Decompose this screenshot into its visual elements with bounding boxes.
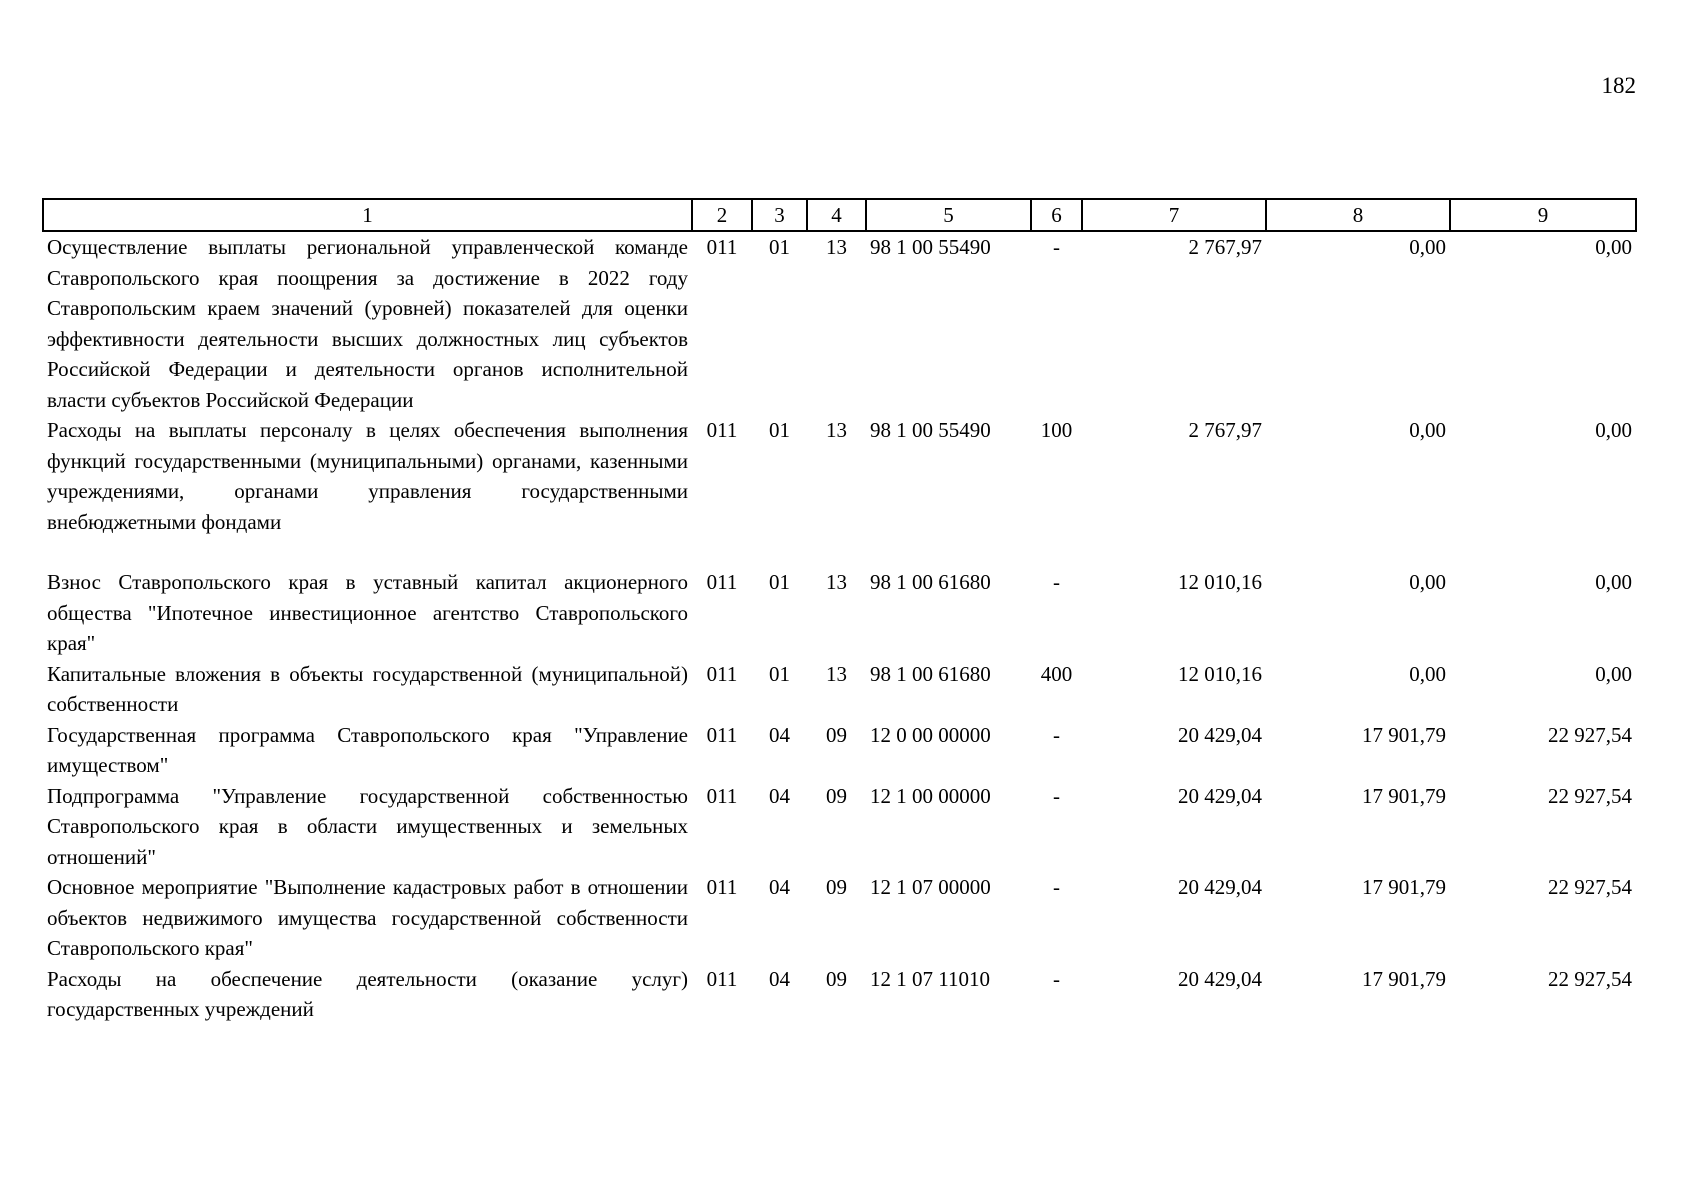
row-amount-col8: 0,00 [1409,235,1446,259]
header-col-1: 1 [43,199,692,231]
header-col-7: 7 [1082,199,1266,231]
row-name: Расходы на выплаты персоналу в целях обеспечения выполнения функций государственными (муниципальными) органами, казенными учреждениями, органами управления государственными внебюджетными фондами [47,418,688,534]
row-subsection-code: 09 [826,966,847,991]
header-col-9: 9 [1450,199,1636,231]
row-section-code: 04 [769,783,790,808]
row-amount-col9: 0,00 [1595,661,1632,686]
row-target-article: 98 1 00 61680 [870,570,991,594]
row-section-code: 01 [769,235,790,259]
row-ministry-code: 011 [706,418,738,442]
row-amount-col9: 0,00 [1595,570,1632,594]
row-subsection-code: 09 [826,783,847,808]
table-row [43,720,1636,781]
row-section-code: 04 [769,966,790,991]
row-amount-col9: 0,00 [1595,235,1632,259]
row-amount-col9: 0,00 [1595,418,1632,442]
row-target-article: 12 1 07 00000 [870,875,991,899]
row-subsection-code: 13 [826,661,847,686]
row-ministry-code: 011 [706,966,738,991]
row-subsection-code: 09 [826,875,847,899]
table-row [43,231,1636,415]
table-header-row [43,199,1636,231]
row-amount-col9: 22 927,54 [1548,875,1632,899]
row-amount-col7: 20 429,04 [1178,875,1262,899]
table-row [43,964,1636,1025]
row-amount-col7: 2 767,97 [1188,235,1262,259]
header-col-6: 6 [1031,199,1082,231]
row-subsection-code: 13 [826,570,847,594]
row-target-article: 12 1 00 00000 [870,783,991,808]
row-section-code: 01 [769,418,790,442]
row-expense-type: 400 [1040,661,1073,686]
row-section-code: 04 [769,722,790,747]
row-section-code: 04 [769,875,790,899]
row-amount-col7: 20 429,04 [1178,722,1262,747]
row-amount-col7: 12 010,16 [1178,570,1262,594]
table-row [43,659,1636,720]
row-ministry-code: 011 [706,875,738,899]
row-amount-col7: 2 767,97 [1188,418,1262,442]
page-number: 182 [1601,73,1636,98]
row-ministry-code: 011 [706,570,738,594]
row-amount-col8: 17 901,79 [1362,722,1446,747]
header-col-2: 2 [692,199,752,231]
row-ministry-code: 011 [706,722,738,747]
row-section-code: 01 [769,570,790,594]
header-col-5: 5 [866,199,1031,231]
header-col-8: 8 [1266,199,1450,231]
row-amount-col9: 22 927,54 [1548,966,1632,991]
row-amount-col8: 17 901,79 [1362,875,1446,899]
row-expense-type: - [1053,570,1060,594]
row-amount-col8: 0,00 [1409,418,1446,442]
row-subsection-code: 13 [826,418,847,442]
row-target-article: 98 1 00 55490 [870,418,991,442]
row-expense-type: - [1053,783,1060,808]
table-row [43,872,1636,964]
row-name: Капитальные вложения в объекты государственной (муниципальной) собственности [47,661,688,716]
row-amount-col9: 22 927,54 [1548,783,1632,808]
row-amount-col7: 20 429,04 [1178,966,1262,991]
row-amount-col7: 12 010,16 [1178,661,1262,686]
header-col-4: 4 [807,199,866,231]
row-target-article: 98 1 00 55490 [870,235,991,259]
table-row [43,567,1636,659]
row-name: Подпрограмма "Управление государственной собственностью Ставропольского края в области имущественных и земельных отношений" [47,783,688,869]
row-ministry-code: 011 [706,661,738,686]
row-name: Основное мероприятие "Выполнение кадастровых работ в отношении объектов недвижимого имущества государственной собственности Ставропольского края" [47,875,688,960]
row-expense-type: - [1053,235,1060,259]
row-ministry-code: 011 [706,783,738,808]
row-expense-type: - [1053,875,1060,899]
row-name: Взнос Ставропольского края в уставный капитал акционерного общества "Ипотечное инвестиционное агентство Ставропольского края" [47,570,688,655]
row-amount-col8: 0,00 [1409,661,1446,686]
row-amount-col8: 17 901,79 [1362,783,1446,808]
row-name: Государственная программа Ставропольского края "Управление имуществом" [47,722,688,777]
table-row [43,781,1636,873]
row-name: Расходы на обеспечение деятельности (оказание услуг) государственных учреждений [47,966,688,1021]
row-expense-type: 100 [1040,418,1073,442]
row-expense-type: - [1053,966,1060,991]
row-amount-col8: 0,00 [1409,570,1446,594]
row-amount-col8: 17 901,79 [1362,966,1446,991]
row-target-article: 98 1 00 61680 [870,661,991,686]
row-amount-col7: 20 429,04 [1178,783,1262,808]
row-section-code: 01 [769,661,790,686]
table-row [43,415,1636,567]
header-col-3: 3 [752,199,807,231]
row-subsection-code: 13 [826,235,847,259]
row-target-article: 12 0 00 00000 [870,722,991,747]
row-name: Осуществление выплаты региональной управленческой команде Ставропольского края поощрения за достижение в 2022 году Ставропольским краем значений (уровней) показателей для оценки эффективности деятельности высших должностных лиц субъектов Российской Федерации и деятельности органов исполнительной власти субъектов Российской Федерации [47,235,688,412]
row-target-article: 12 1 07 11010 [870,966,990,991]
row-expense-type: - [1053,722,1060,747]
row-subsection-code: 09 [826,722,847,747]
budget-table [42,198,1637,1025]
row-amount-col9: 22 927,54 [1548,722,1632,747]
row-ministry-code: 011 [706,235,738,259]
